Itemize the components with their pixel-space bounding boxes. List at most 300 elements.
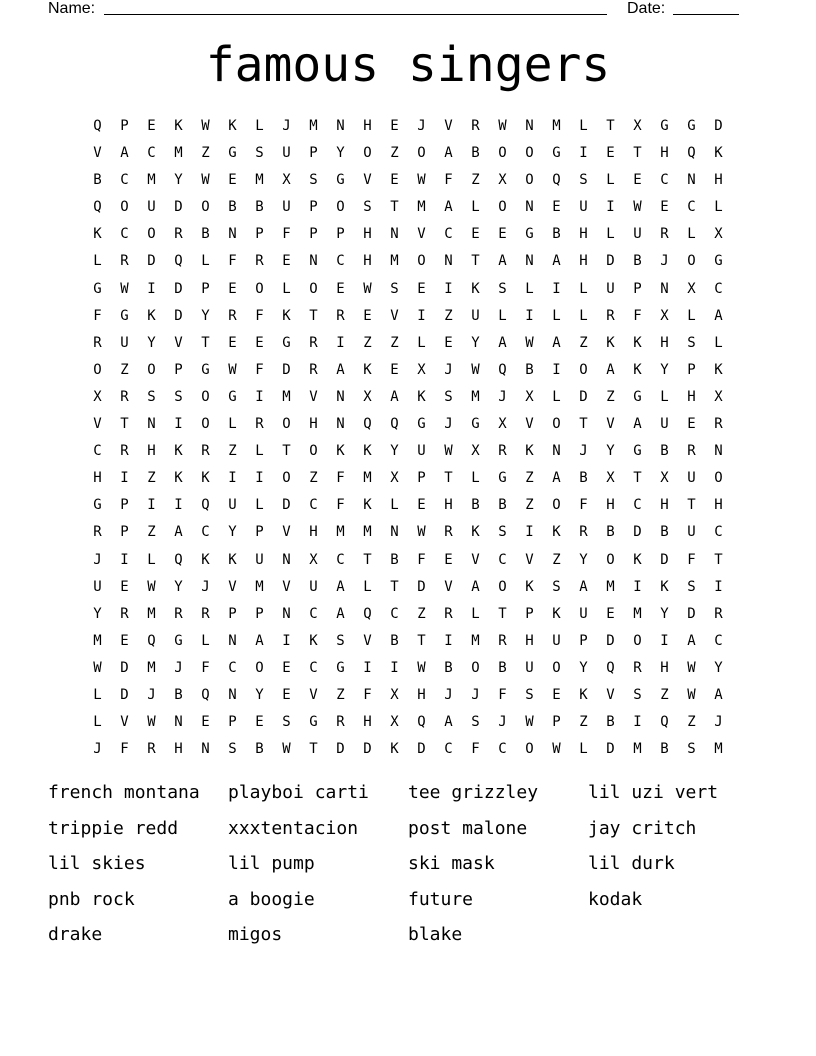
grid-letter: N — [390, 524, 399, 541]
grid-letter: G — [336, 659, 345, 676]
grid-letter: R — [174, 226, 183, 243]
grid-letter: I — [147, 280, 156, 297]
grid-letter: O — [552, 416, 561, 433]
grid-letter: E — [228, 172, 237, 189]
grid-letter: U — [417, 443, 426, 460]
grid-letter: H — [579, 253, 588, 270]
grid-letter: U — [147, 199, 156, 216]
grid-letter: L — [471, 470, 480, 487]
grid-letter: E — [687, 416, 696, 433]
grid-letter: C — [714, 632, 723, 649]
grid-letter: U — [687, 524, 696, 541]
grid-letter: K — [390, 741, 399, 758]
grid-letter: W — [552, 741, 561, 758]
grid-letter: B — [93, 172, 102, 189]
grid-letter: T — [471, 253, 480, 270]
grid-letter: M — [147, 172, 156, 189]
grid-letter: O — [633, 632, 642, 649]
grid-letter: A — [336, 578, 345, 595]
grid-letter: I — [444, 280, 453, 297]
grid-letter: X — [660, 307, 669, 324]
grid-letter: U — [282, 199, 291, 216]
grid-letter: Y — [336, 145, 345, 162]
grid-letter: O — [255, 659, 264, 676]
grid-letter: A — [498, 334, 507, 351]
grid-letter: Z — [579, 334, 588, 351]
grid-letter: O — [120, 199, 129, 216]
grid-letter: M — [417, 199, 426, 216]
grid-letter: E — [363, 307, 372, 324]
grid-letter: F — [282, 226, 291, 243]
grid-letter: T — [363, 551, 372, 568]
grid-letter: J — [660, 253, 669, 270]
grid-letter: V — [606, 686, 615, 703]
grid-letter: D — [147, 253, 156, 270]
grid-letter: K — [147, 307, 156, 324]
grid-letter: W — [687, 686, 696, 703]
grid-letter: F — [336, 470, 345, 487]
grid-letter: E — [552, 686, 561, 703]
grid-letter: V — [606, 416, 615, 433]
grid-letter: L — [714, 334, 723, 351]
word-list-item: ski mask — [408, 853, 495, 875]
grid-letter: L — [93, 686, 102, 703]
grid-letter: H — [687, 388, 696, 405]
grid-letter: H — [660, 145, 669, 162]
grid-letter: N — [444, 253, 453, 270]
grid-letter: C — [93, 443, 102, 460]
grid-letter: I — [606, 199, 615, 216]
grid-letter: D — [579, 388, 588, 405]
word-list-item: drake — [48, 924, 103, 946]
grid-letter: O — [363, 145, 372, 162]
grid-letter: T — [633, 470, 642, 487]
grid-letter: D — [282, 361, 291, 378]
grid-letter: P — [687, 361, 696, 378]
grid-letter: P — [525, 605, 534, 622]
grid-letter: N — [228, 686, 237, 703]
grid-row — [84, 655, 732, 682]
grid-letter: J — [444, 686, 453, 703]
grid-letter: L — [579, 741, 588, 758]
grid-letter: M — [633, 741, 642, 758]
grid-letter: V — [525, 551, 534, 568]
grid-letter: S — [174, 388, 183, 405]
grid-letter: G — [660, 118, 669, 134]
grid-row — [84, 303, 732, 330]
word-list-item: a boogie — [228, 888, 315, 910]
grid-letter: A — [552, 334, 561, 351]
grid-letter: O — [552, 497, 561, 514]
grid-letter: A — [174, 524, 183, 541]
grid-letter: K — [228, 551, 237, 568]
grid-letter: N — [282, 551, 291, 568]
grid-letter: P — [309, 199, 318, 216]
grid-letter: A — [471, 578, 480, 595]
grid-letter: Z — [552, 551, 561, 568]
grid-letter: Q — [660, 714, 669, 731]
grid-letter: S — [687, 578, 696, 595]
grid-letter: B — [444, 659, 453, 676]
grid-letter: U — [687, 470, 696, 487]
grid-letter: C — [714, 280, 723, 297]
grid-letter: K — [417, 388, 426, 405]
grid-row — [84, 276, 732, 303]
grid-letter: U — [579, 605, 588, 622]
grid-letter: N — [525, 199, 534, 216]
grid-letter: F — [633, 307, 642, 324]
grid-letter: F — [579, 497, 588, 514]
word-list — [48, 778, 768, 956]
grid-letter: W — [228, 361, 237, 378]
name-blank-line — [104, 14, 607, 15]
grid-letter: J — [579, 443, 588, 460]
word-list-item: trippie redd — [48, 817, 179, 839]
grid-letter: I — [633, 578, 642, 595]
grid-letter: A — [336, 605, 345, 622]
grid-letter: H — [714, 172, 723, 189]
word-list-item: future — [408, 888, 474, 910]
grid-letter: S — [336, 632, 345, 649]
grid-letter: L — [282, 280, 291, 297]
grid-letter: E — [255, 714, 264, 731]
grid-letter: M — [363, 524, 372, 541]
grid-letter: I — [633, 714, 642, 731]
grid-letter: M — [336, 524, 345, 541]
grid-letter: I — [255, 388, 264, 405]
grid-letter: B — [201, 226, 210, 243]
grid-letter: R — [336, 307, 345, 324]
grid-letter: I — [417, 307, 426, 324]
grid-letter: U — [525, 659, 534, 676]
grid-letter: N — [390, 226, 399, 243]
grid-letter: X — [93, 388, 102, 405]
grid-row — [84, 465, 732, 492]
grid-letter: N — [336, 388, 345, 405]
grid-letter: P — [309, 145, 318, 162]
word-list-item: lil uzi vert — [588, 782, 719, 803]
grid-letter: P — [579, 632, 588, 649]
grid-letter: Y — [660, 361, 669, 378]
grid-letter: X — [498, 416, 507, 433]
grid-letter: I — [390, 659, 399, 676]
grid-letter: O — [606, 551, 615, 568]
grid-letter: L — [471, 199, 480, 216]
grid-letter: N — [201, 741, 210, 758]
grid-letter: D — [174, 280, 183, 297]
grid-row — [84, 709, 732, 736]
grid-letter: X — [687, 280, 696, 297]
grid-letter: S — [228, 741, 237, 758]
word-list-item: xxxtentacion — [228, 817, 359, 839]
grid-letter: K — [174, 118, 183, 134]
grid-letter: L — [498, 307, 507, 324]
grid-row — [84, 574, 732, 601]
grid-letter: P — [255, 226, 264, 243]
page-title: famous singers — [205, 37, 611, 93]
grid-letter: T — [390, 578, 399, 595]
grid-letter: A — [120, 145, 129, 162]
grid-letter: I — [363, 659, 372, 676]
grid-letter: M — [255, 578, 264, 595]
grid-letter: T — [309, 307, 318, 324]
grid-letter: O — [525, 145, 534, 162]
grid-letter: W — [687, 659, 696, 676]
grid-letter: R — [498, 443, 507, 460]
grid-row — [84, 519, 732, 546]
grid-letter: D — [606, 741, 615, 758]
grid-letter: V — [363, 632, 372, 649]
grid-letter: X — [471, 443, 480, 460]
word-list-item: lil durk — [588, 853, 675, 875]
grid-letter: X — [282, 172, 291, 189]
grid-letter: D — [606, 253, 615, 270]
grid-letter: R — [120, 605, 129, 622]
grid-letter: J — [417, 118, 426, 134]
grid-letter: X — [390, 470, 399, 487]
grid-letter: X — [417, 361, 426, 378]
grid-letter: J — [471, 686, 480, 703]
grid-letter: M — [255, 172, 264, 189]
grid-letter: D — [714, 118, 723, 134]
grid-letter: G — [417, 416, 426, 433]
grid-letter: Q — [201, 686, 210, 703]
grid-letter: T — [687, 497, 696, 514]
grid-letter: P — [255, 605, 264, 622]
grid-letter: E — [201, 714, 210, 731]
grid-letter: L — [606, 226, 615, 243]
grid-letter: X — [498, 172, 507, 189]
grid-letter: G — [120, 307, 129, 324]
grid-letter: H — [309, 416, 318, 433]
grid-letter: I — [228, 470, 237, 487]
grid-letter: G — [471, 416, 480, 433]
grid-letter: G — [201, 361, 210, 378]
grid-letter: I — [714, 578, 723, 595]
date-blank-line — [673, 14, 739, 15]
grid-letter: A — [579, 578, 588, 595]
grid-letter: E — [390, 172, 399, 189]
grid-letter: A — [687, 632, 696, 649]
grid-letter: H — [309, 524, 318, 541]
grid-letter: L — [579, 307, 588, 324]
grid-letter: K — [660, 578, 669, 595]
grid-letter: K — [633, 551, 642, 568]
grid-letter: Q — [687, 145, 696, 162]
word-list-row — [48, 814, 768, 850]
grid-letter: N — [228, 226, 237, 243]
grid-letter: H — [660, 497, 669, 514]
grid-letter: M — [471, 388, 480, 405]
grid-letter: P — [228, 714, 237, 731]
grid-letter: A — [714, 686, 723, 703]
grid-letter: L — [552, 307, 561, 324]
grid-letter: K — [309, 632, 318, 649]
grid-letter: G — [174, 632, 183, 649]
grid-letter: R — [120, 388, 129, 405]
grid-letter: I — [120, 470, 129, 487]
grid-letter: K — [714, 145, 723, 162]
grid-letter: P — [120, 118, 129, 134]
grid-letter: F — [687, 551, 696, 568]
grid-letter: A — [552, 253, 561, 270]
grid-row — [84, 601, 732, 628]
grid-letter: I — [147, 497, 156, 514]
grid-letter: U — [282, 145, 291, 162]
grid-letter: I — [660, 632, 669, 649]
grid-letter: U — [228, 497, 237, 514]
grid-letter: R — [120, 253, 129, 270]
grid-letter: G — [93, 497, 102, 514]
grid-letter: E — [336, 280, 345, 297]
grid-letter: Y — [606, 443, 615, 460]
grid-letter: B — [525, 361, 534, 378]
grid-letter: H — [147, 443, 156, 460]
grid-row — [84, 736, 732, 763]
grid-letter: W — [498, 118, 507, 134]
grid-letter: E — [444, 551, 453, 568]
grid-letter: G — [309, 714, 318, 731]
grid-letter: U — [633, 226, 642, 243]
grid-letter: B — [390, 632, 399, 649]
grid-letter: W — [147, 578, 156, 595]
word-list-item: tee grizzley — [408, 782, 539, 803]
grid-letter: N — [282, 605, 291, 622]
grid-letter: Z — [336, 686, 345, 703]
grid-letter: C — [687, 199, 696, 216]
grid-letter: U — [606, 280, 615, 297]
grid-letter: B — [498, 497, 507, 514]
grid-letter: I — [525, 524, 534, 541]
grid-letter: H — [363, 118, 372, 134]
grid-letter: N — [336, 118, 345, 134]
grid-letter: E — [633, 172, 642, 189]
grid-letter: M — [147, 605, 156, 622]
grid-letter: W — [417, 524, 426, 541]
grid-letter: K — [174, 470, 183, 487]
grid-letter: Z — [390, 334, 399, 351]
grid-letter: I — [525, 307, 534, 324]
grid-letter: Q — [363, 416, 372, 433]
grid-letter: A — [336, 361, 345, 378]
grid-letter: D — [120, 659, 129, 676]
grid-letter: R — [336, 714, 345, 731]
grid-letter: O — [201, 388, 210, 405]
grid-letter: R — [201, 605, 210, 622]
grid-letter: E — [390, 118, 399, 134]
grid-letter: S — [552, 578, 561, 595]
grid-letter: Q — [498, 361, 507, 378]
grid-letter: S — [525, 686, 534, 703]
grid-letter: D — [336, 741, 345, 758]
grid-letter: D — [174, 307, 183, 324]
grid-letter: Q — [606, 659, 615, 676]
grid-letter: P — [120, 497, 129, 514]
grid-letter: D — [417, 741, 426, 758]
grid-letter: F — [120, 741, 129, 758]
grid-letter: Z — [525, 497, 534, 514]
grid-letter: U — [552, 632, 561, 649]
grid-letter: R — [687, 443, 696, 460]
grid-letter: B — [255, 741, 264, 758]
grid-letter: K — [336, 443, 345, 460]
grid-letter: L — [201, 632, 210, 649]
grid-letter: G — [687, 118, 696, 134]
grid-letter: L — [147, 551, 156, 568]
grid-letter: C — [336, 551, 345, 568]
grid-letter: X — [633, 118, 642, 134]
grid-letter: Z — [147, 524, 156, 541]
grid-letter: F — [471, 741, 480, 758]
grid-letter: O — [498, 199, 507, 216]
grid-letter: W — [201, 118, 210, 134]
grid-letter: R — [444, 605, 453, 622]
grid-letter: A — [552, 470, 561, 487]
grid-letter: F — [363, 686, 372, 703]
grid-letter: K — [174, 443, 183, 460]
grid-letter: L — [606, 172, 615, 189]
grid-letter: O — [714, 470, 723, 487]
grid-letter: Z — [525, 470, 534, 487]
grid-letter: B — [390, 551, 399, 568]
grid-letter: F — [336, 497, 345, 514]
grid-letter: B — [552, 226, 561, 243]
grid-letter: O — [579, 361, 588, 378]
grid-letter: L — [201, 253, 210, 270]
grid-letter: Z — [390, 145, 399, 162]
grid-letter: E — [444, 334, 453, 351]
grid-letter: O — [309, 443, 318, 460]
grid-letter: X — [714, 388, 723, 405]
grid-letter: Y — [579, 659, 588, 676]
grid-letter: O — [201, 199, 210, 216]
grid-letter: P — [336, 226, 345, 243]
grid-letter: B — [498, 659, 507, 676]
grid-letter: W — [282, 741, 291, 758]
grid-letter: Z — [417, 605, 426, 622]
grid-letter: J — [201, 578, 210, 595]
grid-letter: F — [444, 172, 453, 189]
grid-letter: C — [228, 659, 237, 676]
grid-letter: Z — [228, 443, 237, 460]
grid-letter: Q — [174, 551, 183, 568]
grid-letter: W — [633, 199, 642, 216]
grid-letter: B — [660, 741, 669, 758]
grid-letter: Y — [390, 443, 399, 460]
grid-letter: D — [687, 605, 696, 622]
grid-letter: M — [309, 118, 318, 134]
grid-letter: Z — [660, 686, 669, 703]
grid-letter: E — [120, 632, 129, 649]
grid-letter: L — [93, 714, 102, 731]
grid-letter: H — [660, 334, 669, 351]
grid-letter: Q — [93, 199, 102, 216]
grid-letter: O — [93, 361, 102, 378]
grid-letter: R — [471, 118, 480, 134]
grid-letter: L — [390, 497, 399, 514]
grid-letter: O — [552, 659, 561, 676]
grid-letter: L — [417, 334, 426, 351]
grid-letter: O — [282, 416, 291, 433]
word-search-grid — [84, 113, 732, 763]
grid-letter: O — [147, 226, 156, 243]
grid-letter: B — [660, 443, 669, 460]
grid-letter: B — [606, 524, 615, 541]
grid-letter: G — [633, 388, 642, 405]
grid-letter: M — [606, 578, 615, 595]
grid-letter: C — [120, 226, 129, 243]
grid-letter: Z — [687, 714, 696, 731]
